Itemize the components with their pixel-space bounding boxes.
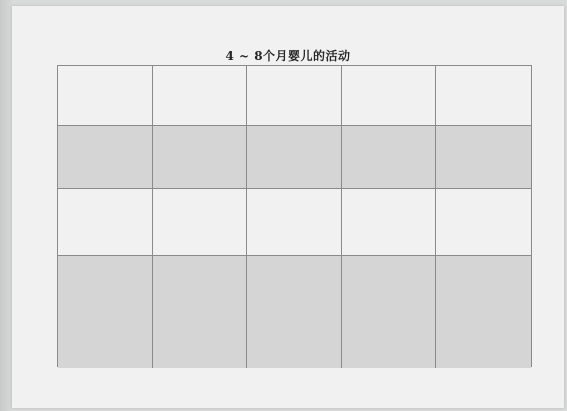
document-title: 4 ~ 8个月婴儿的活动 bbox=[225, 49, 351, 63]
table-cell bbox=[342, 126, 437, 189]
table-cell bbox=[436, 189, 531, 256]
table-cell bbox=[58, 66, 153, 126]
table-cell bbox=[247, 256, 342, 368]
table-cell bbox=[247, 189, 342, 256]
table-cell bbox=[153, 126, 248, 189]
table-cell bbox=[342, 66, 437, 126]
table-cell bbox=[153, 256, 248, 368]
table-cell bbox=[247, 66, 342, 126]
document-page bbox=[12, 6, 564, 408]
table-cell bbox=[153, 66, 248, 126]
table-cell bbox=[153, 189, 248, 256]
table-cell bbox=[58, 126, 153, 189]
activity-table bbox=[57, 65, 532, 367]
table-cell bbox=[436, 256, 531, 368]
table-cell bbox=[436, 66, 531, 126]
table-cell bbox=[342, 256, 437, 368]
table-cell bbox=[247, 126, 342, 189]
table-cell bbox=[342, 189, 437, 256]
table-cell bbox=[58, 256, 153, 368]
table-cell bbox=[436, 126, 531, 189]
table-cell bbox=[58, 189, 153, 256]
